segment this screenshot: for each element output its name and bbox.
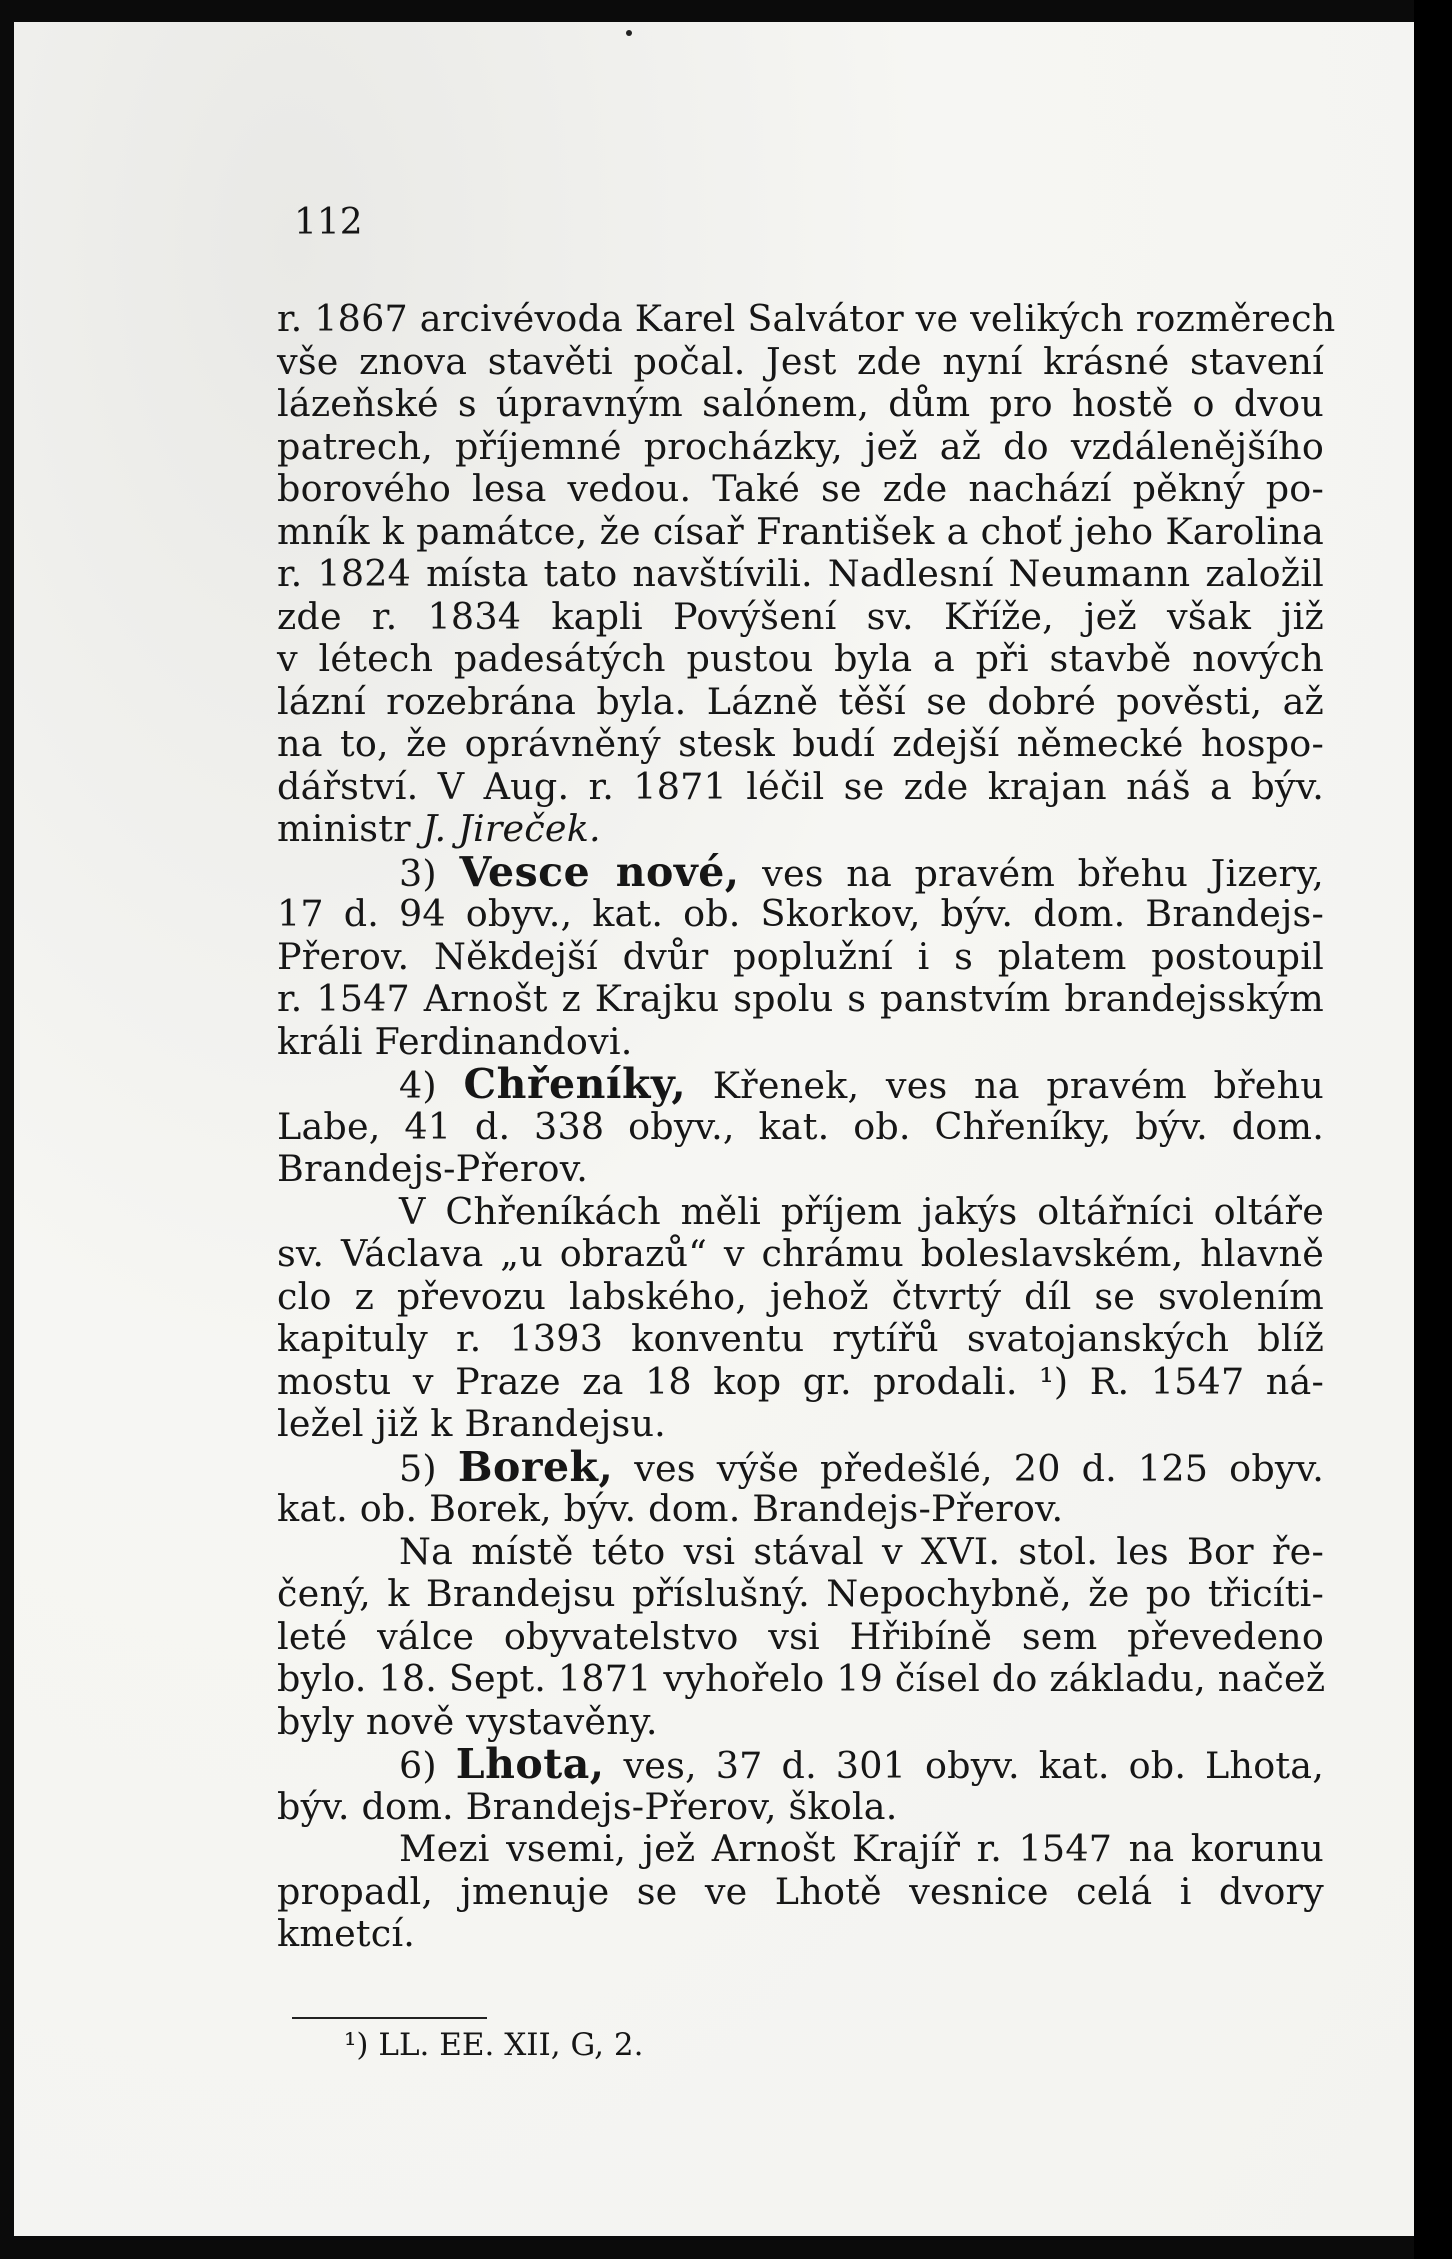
text-line: sv. Václava „u obrazů“ v chrámu boleslavském, hlavně <box>277 1232 1324 1275</box>
text-line: v létech padesátých pustou byla a při stavbě nových <box>277 637 1324 680</box>
print-speck <box>626 30 632 36</box>
text-fragment: ves výše předešlé, 20 d. 125 obyv. <box>634 1446 1324 1490</box>
footnote: ¹) LL. EE. XII, G, 2. <box>344 2027 644 2063</box>
body-text <box>277 297 1336 1956</box>
entry-name: Borek, <box>457 1442 614 1491</box>
text-line: V Chřeníkách měli příjem jakýs oltářníci oltáře <box>399 1189 1324 1233</box>
text-line: králi Ferdinandovi. <box>277 1019 633 1063</box>
text-line: r. 1867 arcivévoda Karel Salvátor ve velikých rozměrech <box>277 297 1336 340</box>
text-line: Přerov. Někdejší dvůr poplužní i s platem postoupil <box>277 934 1324 978</box>
text-line: na to, že oprávněný stesk budí zdejší německé hospo- <box>277 722 1324 765</box>
text-line: vše znova stavěti počal. Jest zde nyní krásné stavení <box>277 339 1324 383</box>
text-line: mník k památce, že císař František a choť jeho Karolina <box>277 509 1324 553</box>
text-line: dářství. V Aug. r. 1871 léčil se zde krajan náš a býv. <box>277 764 1324 808</box>
entry-heading-line <box>277 1060 1324 1108</box>
text-line: kapituly r. 1393 konventu rytířů svatojanských blíž <box>277 1317 1324 1360</box>
text-line: bylo. 18. Sept. 1871 vyhořelo 19 čísel do základu, načež <box>277 1657 1326 1700</box>
text-line: patrech, příjemné procházky, jež až do vzdálenějšího <box>277 424 1324 468</box>
text-line: r. 1547 Arnošt z Krajku spolu s panstvím brandejsským <box>277 977 1324 1020</box>
text-line: Mezi vsemi, jež Arnošt Krajíř r. 1547 na korunu <box>399 1827 1324 1870</box>
book-page <box>14 22 1414 2236</box>
text-line: lázní rozebrána byla. Lázně těší se dobré pověsti, až <box>277 679 1324 723</box>
entry-heading-line <box>277 1740 1324 1788</box>
text-line: býv. dom. Brandejs-Přerov, škola. <box>277 1784 898 1828</box>
text-line <box>277 808 1324 851</box>
entry-heading-line <box>277 1442 1324 1491</box>
text-fragment: ves, 37 d. 301 obyv. kat. ob. Lhota, <box>623 1744 1324 1787</box>
text-line: byly nově vystavěny. <box>277 1699 658 1743</box>
text-line: clo z převozu labského, jehož čtvrtý díl se svolením <box>277 1274 1324 1318</box>
text-line: Na místě této vsi stával v XVI. stol. les Bor ře- <box>399 1529 1324 1573</box>
text-fragment: Křenek, ves na pravém břehu <box>712 1064 1324 1107</box>
text-line: kmetcí. <box>277 1912 416 1955</box>
text-line: mostu v Praze za 18 kop gr. prodali. ¹) R. 1547 ná- <box>277 1359 1324 1403</box>
entry-number: 6) <box>399 1744 437 1787</box>
text-line: propadl, jmenuje se ve Lhotě vesnice celá i dvory <box>277 1869 1324 1913</box>
text-line: ležel již k Brandejsu. <box>277 1402 666 1445</box>
entry-name: Lhota, <box>455 1740 605 1788</box>
text-line: zde r. 1834 kapli Povýšení sv. Kříže, jež však již <box>277 594 1324 638</box>
scan-border <box>1414 0 1452 2259</box>
entry-heading-line <box>277 847 1324 896</box>
entry-number: 3) <box>399 851 437 895</box>
text-line: lázeňské s úpravným salónem, dům pro hostě o dvou <box>277 382 1324 425</box>
text-line: Brandejs-Přerov. <box>277 1147 589 1190</box>
text-fragment: ves na pravém břehu Jizery, <box>762 851 1324 895</box>
page-number: 112 <box>294 202 363 243</box>
text-line: leté válce obyvatelstvo vsi Hřibíně sem převedeno <box>277 1614 1324 1658</box>
text-line: čený, k Brandejsu příslušný. Nepochybně, že po třicíti- <box>277 1572 1324 1615</box>
entry-number: 5) <box>399 1446 437 1490</box>
entry-name: Vesce nové, <box>459 847 740 896</box>
text-line: 17 d. 94 obyv., kat. ob. Skorkov, býv. dom. Brandejs- <box>277 892 1324 935</box>
text-line: borového lesa vedou. Také se zde nachází pěkný po- <box>277 467 1324 510</box>
text-fragment: ministr <box>277 807 423 850</box>
footnote-divider <box>292 2017 487 2019</box>
entry-number: 4) <box>399 1064 437 1107</box>
text-line: r. 1824 místa tato navštívili. Nadlesní Neumann založil <box>277 552 1324 595</box>
text-line: kat. ob. Borek, býv. dom. Brandejs-Přerov. <box>277 1487 1064 1530</box>
author-name: J. Jireček. <box>422 807 601 850</box>
text-line: Labe, 41 d. 338 obyv., kat. ob. Chřeníky, býv. dom. <box>277 1104 1324 1148</box>
entry-name: Chřeníky, <box>463 1060 687 1108</box>
